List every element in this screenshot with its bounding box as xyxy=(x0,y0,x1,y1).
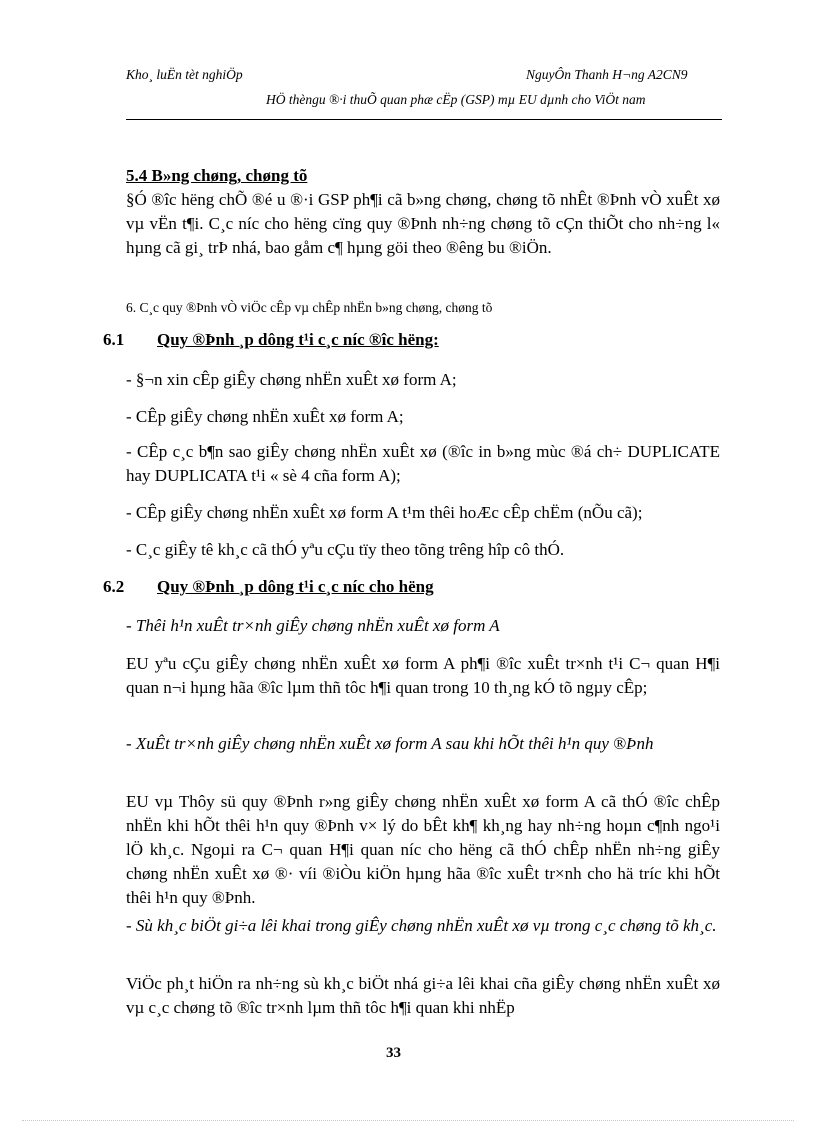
header-left: Kho¸ luËn tèt nghiÖp xyxy=(126,67,243,82)
list-item: - CÊp giÊy chøng nhËn xuÊt xø form A; xyxy=(126,407,404,426)
section-6-title: 6. C¸c quy ®Þnh vÒ viÖc cÊp vµ chÊp nhËn b»ng chøng, chøng tõ xyxy=(126,300,493,315)
list-item: - CÊp c¸c b¶n sao giÊy chøng nhËn xuÊt xø (®îc in b»ng mùc ®á ch÷ DUPLICATE hay DUPLICATA t¹i « sè 4 cña form A); xyxy=(126,442,720,485)
subheading-discrepancies: - Sù kh¸c biÖt gi÷a lêi khai trong giÊy chøng nhËn xuÊt xø vµ trong c¸c chøng tõ kh¸c. xyxy=(126,916,717,935)
header-author: NguyÔn Thanh H¬ng A2CN9 xyxy=(526,67,688,82)
list-item: - C¸c giÊy tê kh¸c cã thÓ yªu cÇu tïy theo tõng trêng hîp cô thÓ. xyxy=(126,540,565,559)
page-number: 33 xyxy=(386,1045,401,1061)
subheading-deadline: - Thêi h¹n xuÊt tr×nh giÊy chøng nhËn xuÊt xø form A xyxy=(126,616,500,635)
section-6-1-number: 6.1 xyxy=(103,330,125,349)
header-divider xyxy=(126,119,722,120)
section-6-1-title: Quy ®Þnh ¸p dông t¹i c¸c níc ®îc hëng: xyxy=(157,330,439,349)
list-item: - CÊp giÊy chøng nhËn xuÊt xø form A t¹m thêi hoÆc cÊp chËm (nÕu cã); xyxy=(126,503,643,522)
paragraph-deadline: EU yªu cÇu giÊy chøng nhËn xuÊt xø form A ph¶i ®îc xuÊt tr×nh t¹i C¬ quan H¶i quan n¬i hµng hãa ®îc lµm thñ tôc h¶i quan trong 10 th¸ng kÓ tõ ngµy cÊp; xyxy=(126,654,720,697)
list-item: - §¬n xin cÊp giÊy chøng nhËn xuÊt xø form A; xyxy=(126,370,457,389)
section-5-4-paragraph: §Ó ®îc hëng chÕ ®é u ®·i GSP ph¶i cã b»ng chøng, chøng tõ nhÊt ®Þnh vÒ xuÊt xø vµ vËn t¶i. C¸c níc cho hëng cïng quy ®Þnh nh÷ng chøng tõ cÇn thiÕt cho nh÷ng l« hµng cã gi¸ trÞ nhá, bao gåm c¶ hµng göi theo ®êng bu ®iÖn. xyxy=(126,190,720,257)
subheading-late-submission: - XuÊt tr×nh giÊy chøng nhËn xuÊt xø form A sau khi hÕt thêi h¹n quy ®Þnh xyxy=(126,734,654,753)
page-bottom-divider xyxy=(22,1120,794,1121)
section-6-2-number: 6.2 xyxy=(103,577,125,596)
paragraph-late-submission: EU vµ Thôy sü quy ®Þnh r»ng giÊy chøng nhËn xuÊt xø form A cã thÓ ®îc chÊp nhËn khi hÕt thêi h¹n quy ®Þnh v× lý do bÊt kh¶ kh¸ng hay nh÷ng hoµn c¶nh ngo¹i lÖ kh¸c. Ngoµi ra C¬ quan H¶i quan níc cho hëng cã thÓ chÊp nhËn nh÷ng giÊy chøng nhËn xuÊt xø ®· víi ®iÒu kiÖn hµng hãa ®îc xuÊt tr×nh cho hä tríc khi hÕt thêi h¹n quy ®Þnh. xyxy=(126,792,720,907)
paragraph-discrepancies: ViÖc ph¸t hiÖn ra nh÷ng sù kh¸c biÖt nhá gi÷a lêi khai cña giÊy chøng nhËn xuÊt xø vµ c¸c chøng tõ ®îc tr×nh lµm thñ tôc h¶i quan khi nhËp xyxy=(126,974,720,1017)
header-subtitle: HÖ thèngu ®·i thuÕ quan phæ cËp (GSP) mµ EU dµnh cho ViÖt nam xyxy=(266,92,646,107)
section-6-2-title: Quy ®Þnh ¸p dông t¹i c¸c níc cho hëng xyxy=(157,577,434,596)
section-5-4-title: 5.4 B»ng chøng, chøng tõ xyxy=(126,166,308,185)
